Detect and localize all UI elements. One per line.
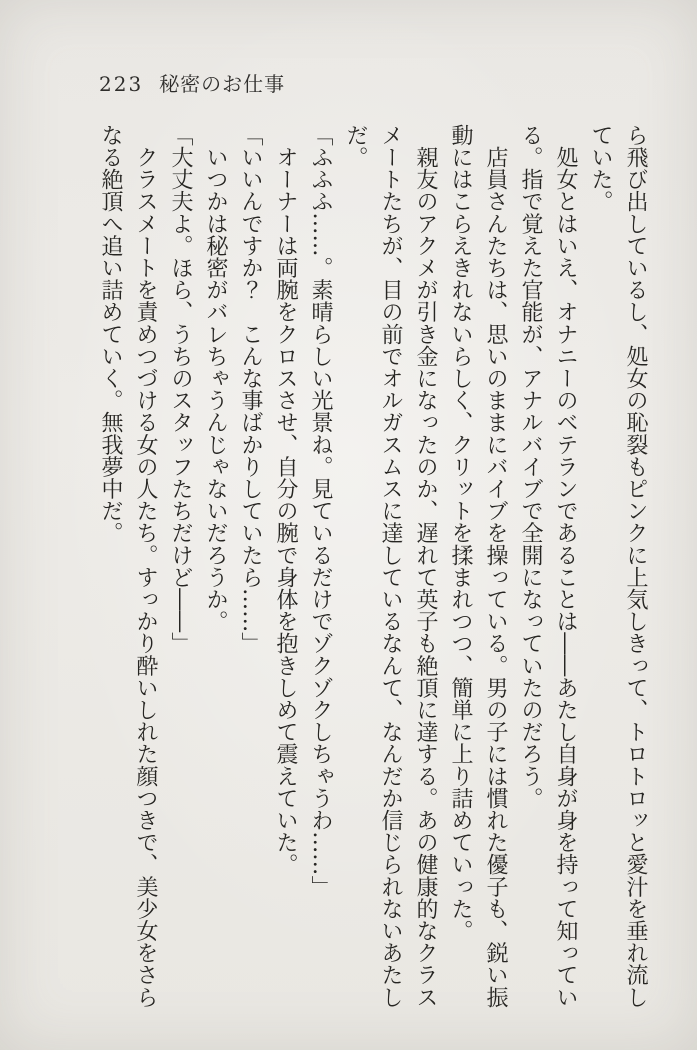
paragraph-dialogue: 「いいんですか？ こんな事ばかりしていたら……」 xyxy=(238,124,263,655)
paragraph-dialogue: 「ふふふ……。素晴らしい光景ね。見ているだけでゾクゾクしちゃうわ……」 xyxy=(308,124,333,898)
paragraph: 処女とはいえ、オナニーのベテランであることは――あたし自身が身を持って知っている。指で覚えた官能が、アナルバイブで全開になっていたのだろう。 xyxy=(518,124,578,1008)
paragraph: クラスメートを責めつづける女の人たち。すっかり酔いしれた顔つきで、美少女をさらなる絶頂へ追い詰めていく。無我夢中だ。 xyxy=(98,124,158,1008)
paragraph: 親友のアクメが引き金になったのか、遅れて英子も絶頂に達する。あの健康的なクラスメートたちが、目の前でオルガスムスに達しているなんて、なんだか信じられないあたしだ。 xyxy=(343,124,438,1008)
paragraph: オーナーは両腕をクロスさせ、自分の腕で身体を抱きしめて震えていた。 xyxy=(273,124,298,876)
page-number: 223 xyxy=(99,72,144,96)
paragraph-dialogue: 「大丈夫よ。ほら、うちのスタッフたちだけど――」 xyxy=(168,124,193,655)
running-head xyxy=(99,68,285,97)
paragraph: 店員さんたちは、思いのままにバイブを操っている。男の子には慣れた優子も、鋭い振動にはこらえきれないらしく、クリットを揉まれつつ、簡単に上り詰めていった。 xyxy=(448,124,508,1008)
body-text xyxy=(93,124,653,1008)
paragraph: ら飛び出しているし、処女の恥裂もピンクに上気しきって、トロトロッと愛汁を垂れ流していた。 xyxy=(588,124,648,1008)
paragraph: いつかは秘密がバレちゃうんじゃないだろうか。 xyxy=(203,124,228,633)
chapter-title: 秘密のお仕事 xyxy=(159,72,286,96)
